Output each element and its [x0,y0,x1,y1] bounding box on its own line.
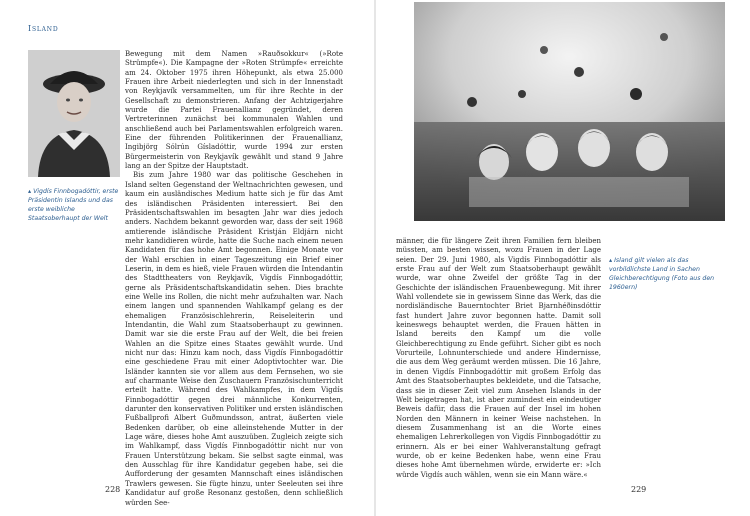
page-number: 228 [105,485,121,494]
left-page [0,0,374,516]
right-body-text [396,237,601,480]
photo-caption: ▴ Island gilt vielen als das vorbildlichste Land in Sachen Gleichberechtigung (Foto aus den 1960ern) [609,257,715,291]
page-number: 229 [631,485,647,494]
portrait-caption: ▴ Vigdís Finnbogadóttir, erste Präsidentin Islands und das erste weibliche Staatsoberhaupt der Welt [28,188,119,222]
left-body-text [125,50,343,508]
paragraph: männer, die für längere Zeit ihren Familien fern bleiben müssten, am besten wissen, wozu Frauen in der Lage seien. Der 29. Juni 1980, als Vigdís Finnbogadóttir als erste Frau auf der Welt zum Staatsoberhaupt gewählt wurde, war ohne Zweifel der größte Tag in der Geschichte der isländischen Frauenbewegung. Mit ihrer Wahl vollendete sie in gewissem Sinne das Werk, das die nordisländische Bauerntochter Briet Bjarnhéðinsdóttir fast hundert Jahre zuvor begonnen hatte. Damit soll keineswegs behauptet werden, die Frauen hätten in Island bereits den Kampf um die volle Gleichberechtigung zu Ende geführt. Sicher gibt es noch Vorurteile, Lohnunterschiede und andere Hindernisse, die aus dem Weg geräumt werden müssen. Die 16 Jahre, in denen Vigdís Finnbogadóttir mit großem Erfolg das Amt des Staatsoberhauptes bekleidete, und die Tatsache, dass sie in dieser Zeit viel zum Ansehen Islands in der Welt beigetragen hat, ist aber zumindest ein eindeutiger Beweis dafür, dass die Frauen auf der Insel im hohen Norden den Männern in keiner Weise nachstehen. In diesem Zusammenhang ist an die Worte eines ehemaligen Lehrerkollegen von Vigdís Finnbogadóttir zu erinnern. Als er bei einer Wahlveranstaltung gefragt wurde, ob er keine Bedenken habe, wenn eine Frau dieses hohe Amt übernehmen würde, erwiderte er: »Ich würde Vigdís auch wählen, wenn sie ein Mann wäre.« [396,237,601,479]
portrait-photo [28,50,120,177]
bathing-women-photo [414,2,725,221]
paragraph: Bewegung mit dem Namen »Rauðsokkur« (»Rote Strümpfe«). Die Kampagne der »Roten Strümpfe« erreichte am 24. Oktober 1975 ihren Höhepunkt, als etwa 25.000 Frauen ihre Arbeit niederlegten und sich in der Innenstadt von Reykjavík versammelten, um für ihre Rechte in der Gesellschaft zu demonstrieren. Anfang der Achtzigerjahre wurde die Partei Frauenallianz gegründet, deren Vertreterinnen zunächst bei kommunalen Wahlen und anschließend auch bei Parlamentswahlen erfolgreich waren. Eine der führenden Politikerinnen der Frauenallianz, Ingibjörg Sólrún Gísladóttir, wurde 1994 zur ersten Bürgermeisterin von Reykjavík gewählt und stand 9 Jahre lang an der Spitze der Hauptstadt. [125,50,343,171]
photo-illustration [414,2,725,221]
portrait-illustration [28,50,120,177]
paragraph: Bis zum Jahre 1980 war das politische Geschehen in Island selten Gegenstand der Weltnachrichten gewesen, und kaum ein ausländisches Medium hatte sich je für das Amt des isländischen Präsidenten interessiert. Bei den Präsidentschaftswahlen im besagten Jahr war dies jedoch anders. Nachdem bekannt geworden war, dass der seit 1968 amtierende isländische Präsident Kristján Eldjárn nicht mehr kandidieren würde, hatte die Suche nach einem neuen Kandidaten für das hohe Amt begonnen. Einige Monate vor der Wahl erschien in einer Tageszeitung ein Brief einer Leserin, in dem es hieß, viele Frauen würden die Intendantin des Stadttheaters von Reykjavík, Vigdís Finnbogadóttir, gerne als Präsidentschaftskandidatin sehen. Dies brachte eine Welle ins Rollen, die nicht mehr aufzuhalten war. Nach einem langen und spannenden Wahlkampf gelang es der ehemaligen Französischlehrerin, Reiseleiterin und Intendantin, die Wahl zum Staatsoberhaupt zu gewinnen. Damit war sie die erste Frau auf der Welt, die bei freien Wahlen an die Spitze eines Staates gewählt wurde. Und nicht nur das: Hinzu kam noch, dass Vigdís Finnbogadóttir eine geschiedene Frau mit einer Adoptivtochter war. Die Isländer kannten sie vor allem aus dem Fernsehen, wo sie auf charmante Weise den Zuschauern Französischunterricht erteilt hatte. Während des Wahlkampfes, in dem Vigdís Finnbogadóttir gegen drei männliche Konkurrenten, darunter den konservativen Politiker und ersten isländischen Fußballprofi Albert Guðmundsson, antrat, äußerten viele Bedenken darüber, ob eine alleinstehende Mutter in der Lage wäre, dieses hohe Amt auszuüben. Zugleich zeigte sich im Wahlkampf, dass Vigdís Finnbogadóttir nicht nur von Frauen Unterstützung bekam. Sie selbst sagte einmal, was den Ausschlag für ihre Kandidatur gegeben habe, sei die Aufforderung der gesamten Mannschaft eines isländischen Trawlers gewesen. Sie fügte hinzu, unter Seeleuten sei ihre Kandidatur auf große Resonanz gestoßen, denn schließlich würden See- [125,171,343,507]
running-head: Island [28,24,59,33]
